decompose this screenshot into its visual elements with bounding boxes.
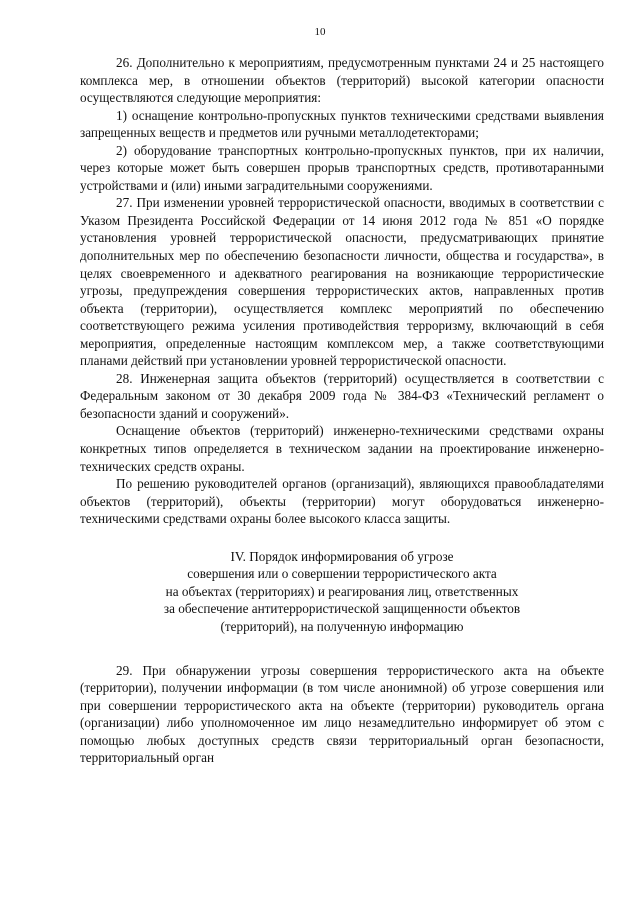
paragraph-26-item-1: 1) оснащение контрольно-пропускных пунктов техническими средствами выявления запрещенных веществ и предметов или ручными металлодетекторами; [80, 107, 604, 141]
paragraph-28-equipment: Оснащение объектов (территорий) инженерно-техническими средствами охраны конкретных типов определяется в техническом задании на проектирование инженерно-технических средств охраны. [80, 423, 604, 474]
paragraph-28-decision: По решению руководителей органов (организаций), являющихся правообладателями объектов (территорий), объекты (территории) могут оборудоваться инженерно-техническими средствами охраны более высокого класса защиты. [80, 476, 604, 527]
section-heading-line: совершения или о совершении террористического акта [187, 566, 497, 582]
section-heading-line: (территорий), на полученную информацию [220, 618, 464, 634]
section-heading-line: за обеспечение антитеррористической защищенности объектов [163, 601, 521, 617]
section-heading-line: IV. Порядок информирования об угрозе [230, 548, 454, 564]
paragraph-27: 27. При изменении уровней террористической опасности, вводимых в соответствии с Указом Президента Российской Федерации от 14 июня 2012 года № 851 «О порядке установления уровней террористической опасности, предусматривающих принятие дополнительных мер по обеспечению безопасности личности, общества и государства», в целях своевременного и адекватного реагирования на возникающие террористические угрозы, предупреждения совершения террористических актов, направленных против объекта (территории), осуществляется комплекс мероприятий по обеспечению соответствующего режима усиления противодействия терроризму, включающий в себя мероприятия, определенные настоящим комплексом мер, а также соответствующими планами действий при установлении уровней террористической опасности. [80, 195, 604, 369]
section-heading [80, 548, 604, 636]
page-number: 10 [314, 26, 326, 38]
paragraph-26: 26. Дополнительно к мероприятиям, предусмотренным пунктами 24 и 25 настоящего комплекса мер, в отношении объектов (территорий) высокой категории опасности осуществляются следующие мероприятия: [80, 55, 604, 106]
section-heading-line: на объектах (территориях) и реагирования лиц, ответственных [165, 583, 519, 599]
document-body [80, 54, 604, 767]
paragraph-26-item-2: 2) оборудование транспортных контрольно-пропускных пунктов, при их наличии, через которые может быть совершен прорыв транспортных средств, противотаранными устройствами и (или) иными заградительными сооружениями. [80, 142, 604, 193]
paragraph-28: 28. Инженерная защита объектов (территорий) осуществляется в соответствии с Федеральным законом от 30 декабря 2009 года № 384-ФЗ «Технический регламент о безопасности зданий и сооружений». [80, 370, 604, 421]
paragraph-29: 29. При обнаружении угрозы совершения террористического акта на объекте (территории), получении информации (в том числе анонимной) об угрозе совершения или при совершении террористического акта на объекте (территории) руководитель органа (организации) либо уполномоченное им лицо незамедлительно информирует об этом с помощью любых доступных средств связи территориальный орган безопасности, территориальный орган [80, 662, 604, 766]
